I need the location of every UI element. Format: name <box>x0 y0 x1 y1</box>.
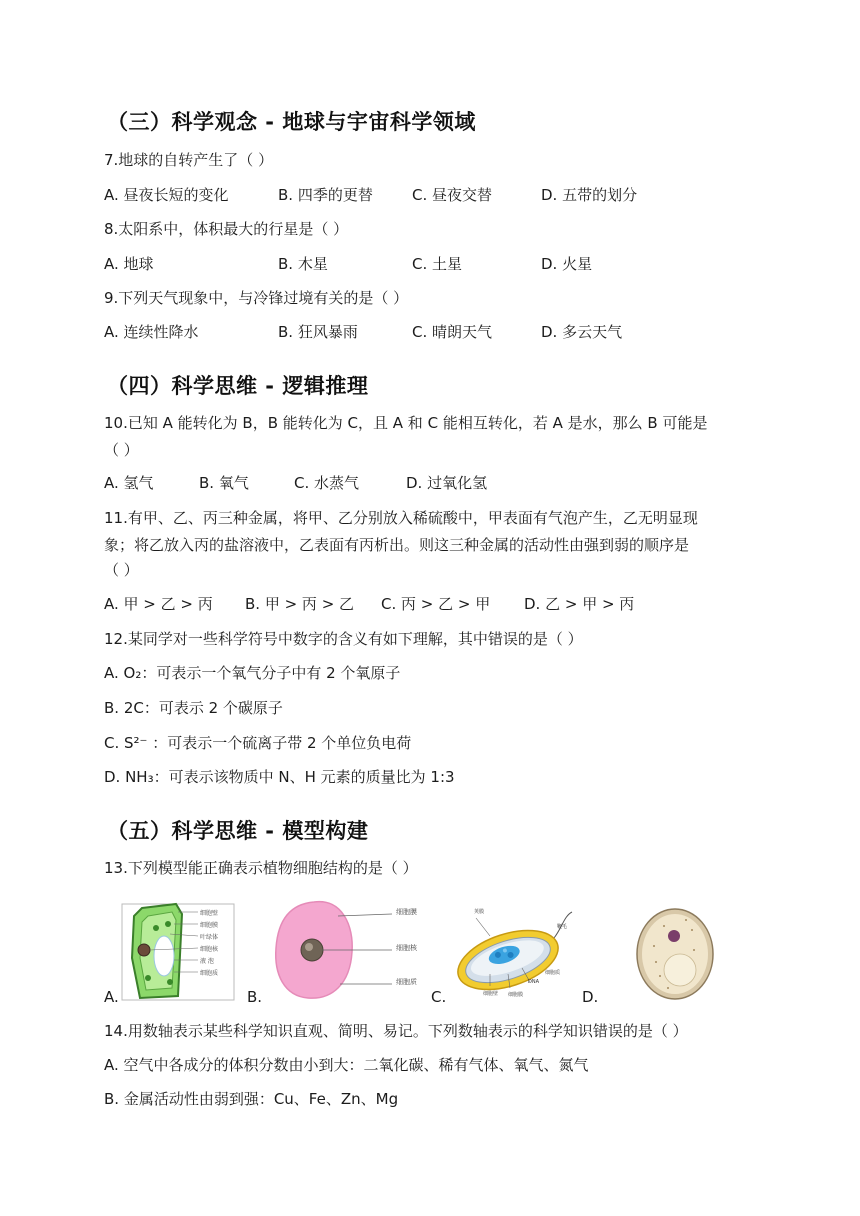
q11-option-d: D. 乙 > 甲 > 丙 <box>524 595 635 613</box>
q12-option-c: C. S²⁻ ：可表示一个硫离子带 2 个单位负电荷 <box>104 734 412 752</box>
q7-option-c: C. 昼夜交替 <box>412 186 493 204</box>
q9-option-b: B. 狂风暴雨 <box>278 323 358 341</box>
q9-option-c: C. 晴朗天气 <box>412 323 493 341</box>
round-cell-diagram <box>634 906 716 1002</box>
question-7-stem: 7.地球的自转产生了（ ） <box>104 151 274 169</box>
bacterium-label-membrane: 细胞膜 <box>508 992 524 998</box>
animal-cell-label-membrane: 细胞膜 <box>396 908 417 916</box>
q11-option-a: A. 甲 > 乙 > 丙 <box>104 595 213 613</box>
question-9-stem: 9.下列天气现象中，与冷锋过境有关的是（ ） <box>104 289 409 307</box>
section-heading: （四）科学思维 - 逻辑推理 <box>107 374 369 398</box>
q12-option-d: D. NH₃：可表示该物质中 N、H 元素的质量比为 1:3 <box>104 768 455 786</box>
q13-option-d-letter: D. <box>582 988 599 1006</box>
question-8-stem: 8.太阳系中，体积最大的行星是（ ） <box>104 220 349 238</box>
q12-option-b: B. 2C：可表示 2 个碳原子 <box>104 699 283 717</box>
bacterium-label-flagellum: 鞭毛 <box>557 924 568 930</box>
q7-option-a: A. 昼夜长短的变化 <box>104 186 229 204</box>
animal-cell-label-cytoplasm: 细胞质 <box>396 978 417 986</box>
question-12-stem: 12.某同学对一些科学符号中数字的含义有如下理解，其中错误的是（ ） <box>104 630 583 648</box>
plant-cell-labels: 细胞壁 细胞膜 叶绿体 细胞核 液 泡 细胞质 <box>200 910 219 977</box>
q10-option-c: C. 水蒸气 <box>294 474 360 492</box>
q8-option-a: A. 地球 <box>104 255 154 273</box>
bacterium-label-cytoplasm: 细胞质 <box>545 970 561 976</box>
q14-option-a: A. 空气中各成分的体积分数由小到大：二氧化碳、稀有气体、氧气、氮气 <box>104 1056 589 1074</box>
bacterium-diagram <box>450 908 580 1000</box>
q10-option-b: B. 氧气 <box>199 474 249 492</box>
bacterium-label-wall: 细胞壁 <box>483 991 499 997</box>
question-10-stem-line2: （ ） <box>104 441 139 459</box>
q14-option-b: B. 金属活动性由弱到强：Cu、Fe、Zn、Mg <box>104 1090 399 1108</box>
animal-cell-diagram <box>270 896 410 1004</box>
animal-cell-label-nucleus: 细胞核 <box>396 944 417 952</box>
q8-option-b: B. 木星 <box>278 255 328 273</box>
bacterium-label-dna: DNA <box>528 979 540 985</box>
q9-option-d: D. 多云天气 <box>541 323 623 341</box>
q11-option-b: B. 甲 > 丙 > 乙 <box>245 595 355 613</box>
plant-cell-diagram <box>118 900 238 1004</box>
question-10-stem-line1: 10.已知 A 能转化为 B，B 能转化为 C，且 A 和 C 能相互转化，若 A 是水，那么 B 可能是 <box>104 414 708 432</box>
section-heading: （五）科学思维 - 模型构建 <box>107 819 369 843</box>
q11-option-c: C. 丙 > 乙 > 甲 <box>381 595 491 613</box>
q13-option-a-letter: A. <box>104 988 119 1006</box>
bacterium-label-capsule: 荚膜 <box>474 909 485 915</box>
q10-option-a: A. 氢气 <box>104 474 154 492</box>
q8-option-c: C. 土星 <box>412 255 463 273</box>
q7-option-b: B. 四季的更替 <box>278 186 373 204</box>
q9-option-a: A. 连续性降水 <box>104 323 199 341</box>
question-13-stem: 13.下列模型能正确表示植物细胞结构的是（ ） <box>104 859 418 877</box>
q8-option-d: D. 火星 <box>541 255 593 273</box>
section-heading: （三）科学观念 - 地球与宇宙科学领域 <box>107 110 476 134</box>
q10-option-d: D. 过氧化氢 <box>406 474 488 492</box>
question-11-stem-line1: 11.有甲、乙、丙三种金属，将甲、乙分别放入稀硫酸中，甲表面有气泡产生，乙无明显现 <box>104 509 698 527</box>
question-14-stem: 14.用数轴表示某些科学知识直观、简明、易记。下列数轴表示的科学知识错误的是（ ） <box>104 1022 688 1040</box>
question-11-stem-line3: （ ） <box>104 561 139 579</box>
q13-option-b-letter: B. <box>247 988 263 1006</box>
q13-option-c-letter: C. <box>431 988 447 1006</box>
question-11-stem-line2: 象；将乙放入丙的盐溶液中，乙表面有丙析出。则这三种金属的活动性由强到弱的顺序是 <box>104 536 690 554</box>
q7-option-d: D. 五带的划分 <box>541 186 638 204</box>
q12-option-a: A. O₂：可表示一个氧气分子中有 2 个氧原子 <box>104 664 401 682</box>
